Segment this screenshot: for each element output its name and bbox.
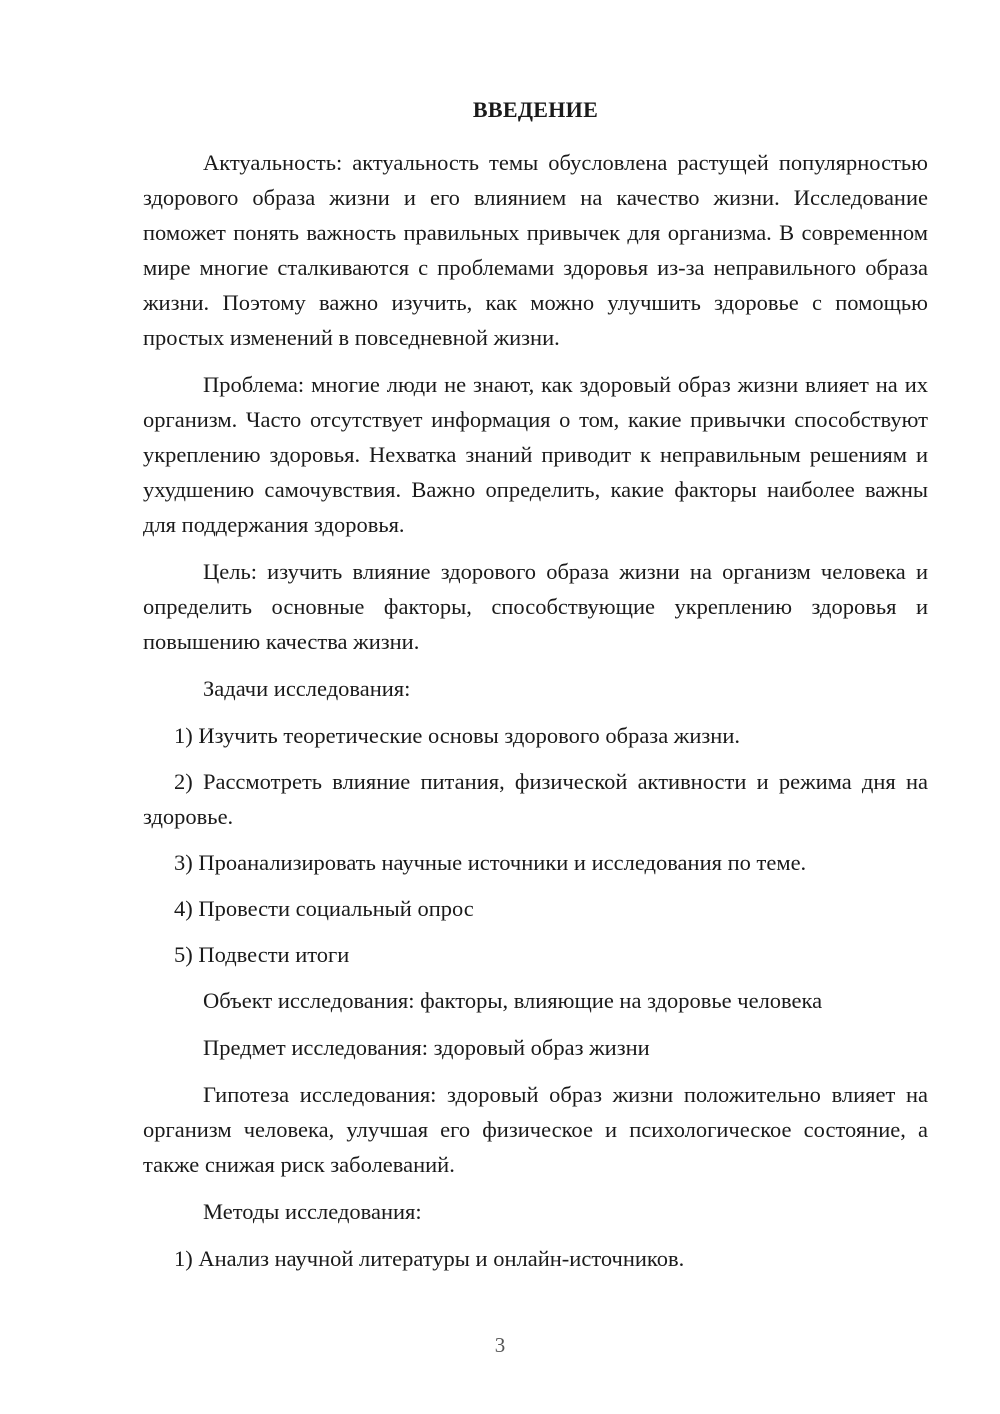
object-paragraph: Объект исследования: факторы, влияющие на здоровье человека	[203, 988, 823, 1013]
list-item: 1) Анализ научной литературы и онлайн-источников.	[174, 1246, 685, 1271]
list-item: 5) Подвести итоги	[174, 942, 350, 967]
relevance-paragraph: Актуальность: актуальность темы обусловлена растущей популярностью здорового образа жизни и его влиянием на качество жизни. Исследование поможет понять важность правильных привычек для организма. В современном мире многие сталкиваются с проблемами здоровья из-за неправильного образа жизни. Поэтому важно изучить, как можно улучшить здоровье с помощью простых изменений в повседневной жизни.	[143, 150, 928, 350]
list-item: 2) Рассмотреть влияние питания, физической активности и режима дня на здоровье.	[143, 769, 928, 829]
list-item: 4) Провести социальный опрос	[174, 896, 474, 921]
list-item: 3) Проанализировать научные источники и исследования по теме.	[174, 850, 807, 875]
page-number: 3	[494, 1333, 506, 1357]
section-title: ВВЕДЕНИЕ	[472, 97, 599, 122]
tasks-list	[143, 718, 928, 972]
subject-paragraph: Предмет исследования: здоровый образ жизни	[203, 1035, 650, 1060]
tasks-heading: Задачи исследования:	[203, 676, 411, 701]
methods-list	[143, 1241, 928, 1276]
problem-paragraph: Проблема: многие люди не знают, как здоровый образ жизни влияет на их организм. Часто отсутствует информация о том, какие привычки способствуют укреплению здоровья. Нехватка знаний приводит к неправильным решениям и ухудшению самочувствия. Важно определить, какие факторы наиболее важны для поддержания здоровья.	[143, 372, 928, 537]
hypothesis-paragraph: Гипотеза исследования: здоровый образ жизни положительно влияет на организм человека, улучшая его физическое и психологическое состояние, а также снижая риск заболеваний.	[143, 1082, 928, 1177]
list-item: 1) Изучить теоретические основы здорового образа жизни.	[174, 723, 740, 748]
document-page	[143, 92, 928, 1287]
methods-heading: Методы исследования:	[203, 1199, 422, 1224]
goal-paragraph: Цель: изучить влияние здорового образа жизни на организм человека и определить основные факторы, способствующие укреплению здоровья и повышению качества жизни.	[143, 559, 928, 654]
